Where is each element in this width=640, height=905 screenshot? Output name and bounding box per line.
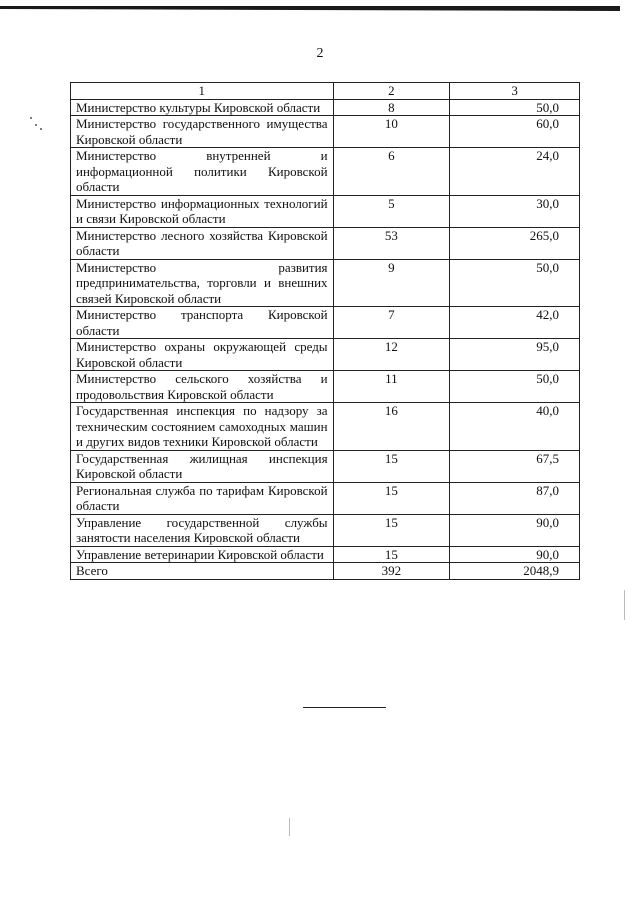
count-value: 11: [333, 371, 450, 403]
column-header-1: 1: [71, 83, 334, 100]
table-row: [71, 339, 580, 371]
amount-value: 60,0: [450, 116, 580, 148]
table-row: [71, 227, 580, 259]
amount-value: 42,0: [450, 307, 580, 339]
count-value: 15: [333, 450, 450, 482]
count-value: 12: [333, 339, 450, 371]
amount-value: 50,0: [450, 259, 580, 307]
closing-rule: [303, 707, 386, 708]
agency-name: Министерство развития предпринимательства, торговли и внешних связей Кировской области: [71, 259, 334, 307]
table-row: [71, 482, 580, 514]
top-border-rule: [0, 6, 620, 11]
table-row: [71, 546, 580, 563]
amount-value: 50,0: [450, 371, 580, 403]
table-row: [71, 148, 580, 196]
count-value: 8: [333, 99, 450, 116]
table-row: [71, 403, 580, 451]
table-row: [71, 259, 580, 307]
column-header-2: 2: [333, 83, 450, 100]
table-row: [71, 307, 580, 339]
agency-name: Министерство государственного имущества Кировской области: [71, 116, 334, 148]
table-row: [71, 371, 580, 403]
agency-name: Министерство транспорта Кировской области: [71, 307, 334, 339]
table-row: [71, 99, 580, 116]
scan-speck: [30, 117, 32, 119]
agency-name: Управление ветеринарии Кировской области: [71, 546, 334, 563]
scan-edge-mark: [624, 590, 625, 620]
agency-name: Региональная служба по тарифам Кировской области: [71, 482, 334, 514]
total-amount: 2048,9: [450, 563, 580, 580]
amount-value: 67,5: [450, 450, 580, 482]
scan-speck: [35, 124, 37, 126]
table-row: [71, 514, 580, 546]
agency-name: Министерство культуры Кировской области: [71, 99, 334, 116]
amount-value: 90,0: [450, 514, 580, 546]
scan-edge-mark: [289, 818, 290, 836]
table-header-row: [71, 83, 580, 100]
count-value: 15: [333, 514, 450, 546]
count-value: 53: [333, 227, 450, 259]
agency-name: Министерство сельского хозяйства и продовольствия Кировской области: [71, 371, 334, 403]
table-row: [71, 116, 580, 148]
column-header-3: 3: [450, 83, 580, 100]
count-value: 7: [333, 307, 450, 339]
total-label: Всего: [71, 563, 334, 580]
agency-name: Министерство лесного хозяйства Кировской области: [71, 227, 334, 259]
scan-speck: [40, 128, 42, 130]
count-value: 5: [333, 195, 450, 227]
amount-value: 265,0: [450, 227, 580, 259]
total-row: [71, 563, 580, 580]
count-value: 16: [333, 403, 450, 451]
agency-name: Министерство внутренней и информационной политики Кировской области: [71, 148, 334, 196]
count-value: 10: [333, 116, 450, 148]
amount-value: 90,0: [450, 546, 580, 563]
table-row: [71, 450, 580, 482]
amount-value: 95,0: [450, 339, 580, 371]
allocation-table: [70, 82, 580, 580]
amount-value: 87,0: [450, 482, 580, 514]
amount-value: 50,0: [450, 99, 580, 116]
count-value: 9: [333, 259, 450, 307]
amount-value: 24,0: [450, 148, 580, 196]
count-value: 6: [333, 148, 450, 196]
agency-name: Государственная инспекция по надзору за техническим состоянием самоходных машин и других видов техники Кировской области: [71, 403, 334, 451]
page-number: 2: [316, 46, 324, 61]
total-count: 392: [333, 563, 450, 580]
table-row: [71, 195, 580, 227]
agency-name: Управление государственной службы занятости населения Кировской области: [71, 514, 334, 546]
amount-value: 40,0: [450, 403, 580, 451]
agency-name: Министерство охраны окружающей среды Кировской области: [71, 339, 334, 371]
amount-value: 30,0: [450, 195, 580, 227]
agency-name: Государственная жилищная инспекция Кировской области: [71, 450, 334, 482]
agency-name: Министерство информационных технологий и связи Кировской области: [71, 195, 334, 227]
count-value: 15: [333, 546, 450, 563]
count-value: 15: [333, 482, 450, 514]
